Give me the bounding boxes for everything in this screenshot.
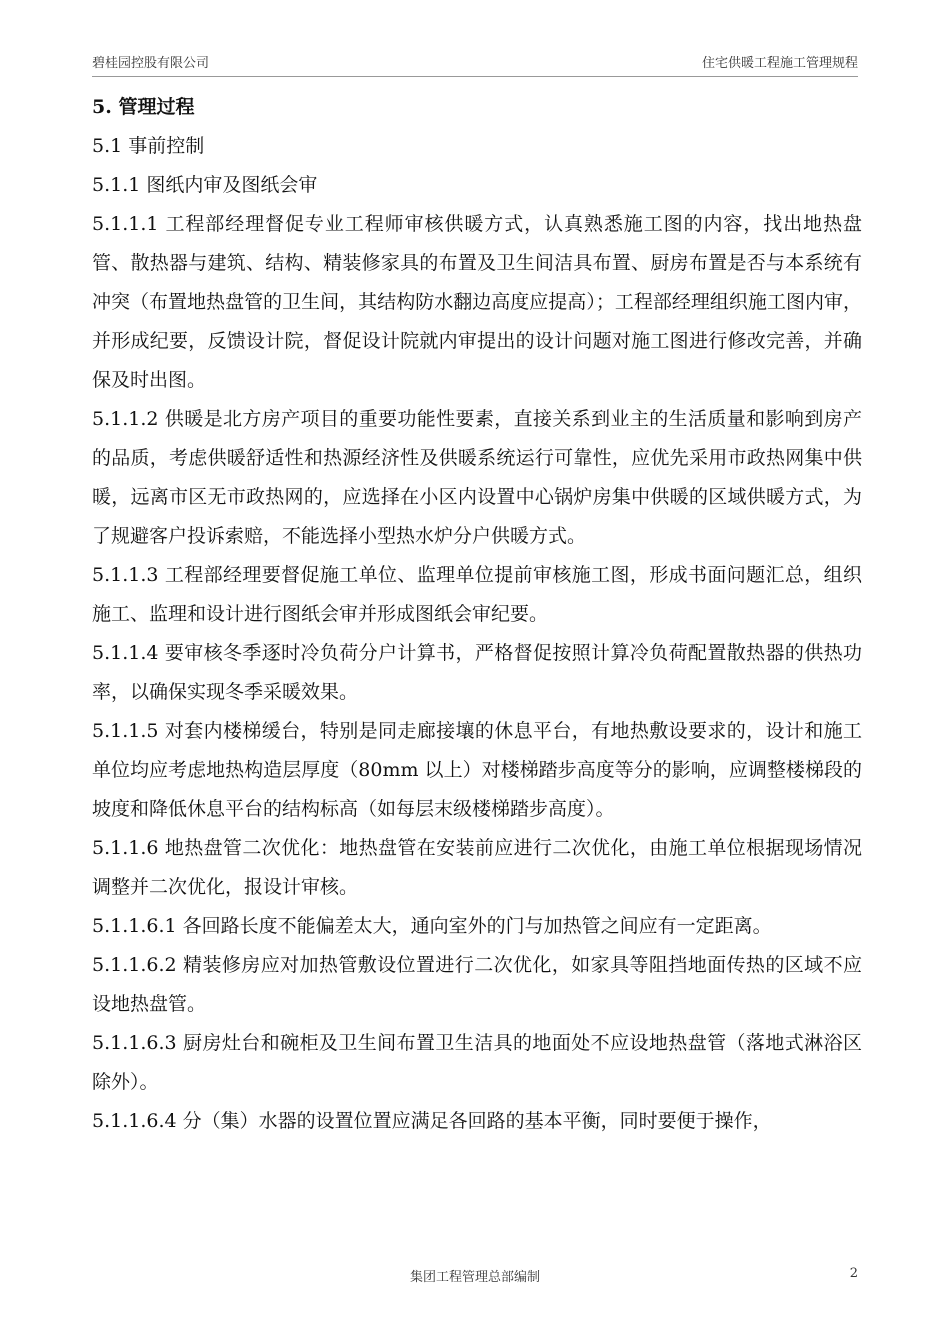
paragraph-5-1-1-6: 5.1.1.6 地热盘管二次优化：地热盘管在安装前应进行二次优化，由施工单位根据现场情况调整并二次优化，报设计审核。 (92, 837, 862, 898)
paragraph-5-1-1-6-1: 5.1.1.6.1 各回路长度不能偏差太大，通向室外的门与加热管之间应有一定距离。 (92, 915, 772, 937)
page-number: 2 (849, 1266, 858, 1281)
section-heading-5: 5. 管理过程 (92, 96, 195, 118)
document-body (92, 88, 862, 1141)
section-heading-5-1: 5.1 事前控制 (92, 135, 205, 157)
paragraph-5-1-1-2: 5.1.1.2 供暖是北方房产项目的重要功能性要素，直接关系到业主的生活质量和影响到房产的品质，考虑供暖舒适性和热源经济性及供暖系统运行可靠性，应优先采用市政热网集中供暖，远离市区无市政热网的，应选择在小区内设置中心锅炉房集中供暖的区域供暖方式，为了规避客户投诉索赔，不能选择小型热水炉分户供暖方式。 (92, 408, 862, 547)
paragraph-5-1-1-5: 5.1.1.5 对套内楼梯缓台，特别是同走廊接壤的休息平台，有地热敷设要求的，设计和施工单位均应考虑地热构造层厚度（80mm 以上）对楼梯踏步高度等分的影响，应调整楼梯段的坡度和降低休息平台的结构标高（如每层末级楼梯踏步高度）。 (92, 720, 862, 820)
header-doc-title: 住宅供暖工程施工管理规程 (701, 56, 858, 71)
header-company: 碧桂园控股有限公司 (92, 56, 210, 71)
page-header (92, 52, 858, 76)
paragraph-5-1-1-4: 5.1.1.4 要审核冬季逐时冷负荷分户计算书，严格督促按照计算冷负荷配置散热器的供热功率，以确保实现冬季采暖效果。 (92, 642, 862, 703)
header-divider (92, 76, 858, 77)
page-footer (92, 1266, 858, 1286)
paragraph-5-1-1-1: 5.1.1.1 工程部经理督促专业工程师审核供暖方式，认真熟悉施工图的内容，找出地热盘管、散热器与建筑、结构、精装修家具的布置及卫生间洁具布置、厨房布置是否与本系统有冲突（布置地热盘管的卫生间，其结构防水翻边高度应提高）；工程部经理组织施工图内审，并形成纪要，反馈设计院，督促设计院就内审提出的设计问题对施工图进行修改完善，并确保及时出图。 (92, 213, 862, 391)
paragraph-5-1-1-6-4: 5.1.1.6.4 分（集）水器的设置位置应满足各回路的基本平衡，同时要便于操作， (92, 1110, 772, 1132)
paragraph-5-1-1-3: 5.1.1.3 工程部经理要督促施工单位、监理单位提前审核施工图，形成书面问题汇总，组织施工、监理和设计进行图纸会审并形成图纸会审纪要。 (92, 564, 862, 625)
section-heading-5-1-1: 5.1.1 图纸内审及图纸会审 (92, 174, 318, 196)
paragraph-5-1-1-6-2: 5.1.1.6.2 精装修房应对加热管敷设位置进行二次优化，如家具等阻挡地面传热的区域不应设地热盘管。 (92, 954, 862, 1015)
paragraph-5-1-1-6-3: 5.1.1.6.3 厨房灶台和碗柜及卫生间布置卫生洁具的地面处不应设地热盘管（落地式淋浴区除外）。 (92, 1032, 862, 1093)
footer-editor: 集团工程管理总部编制 (409, 1270, 540, 1285)
